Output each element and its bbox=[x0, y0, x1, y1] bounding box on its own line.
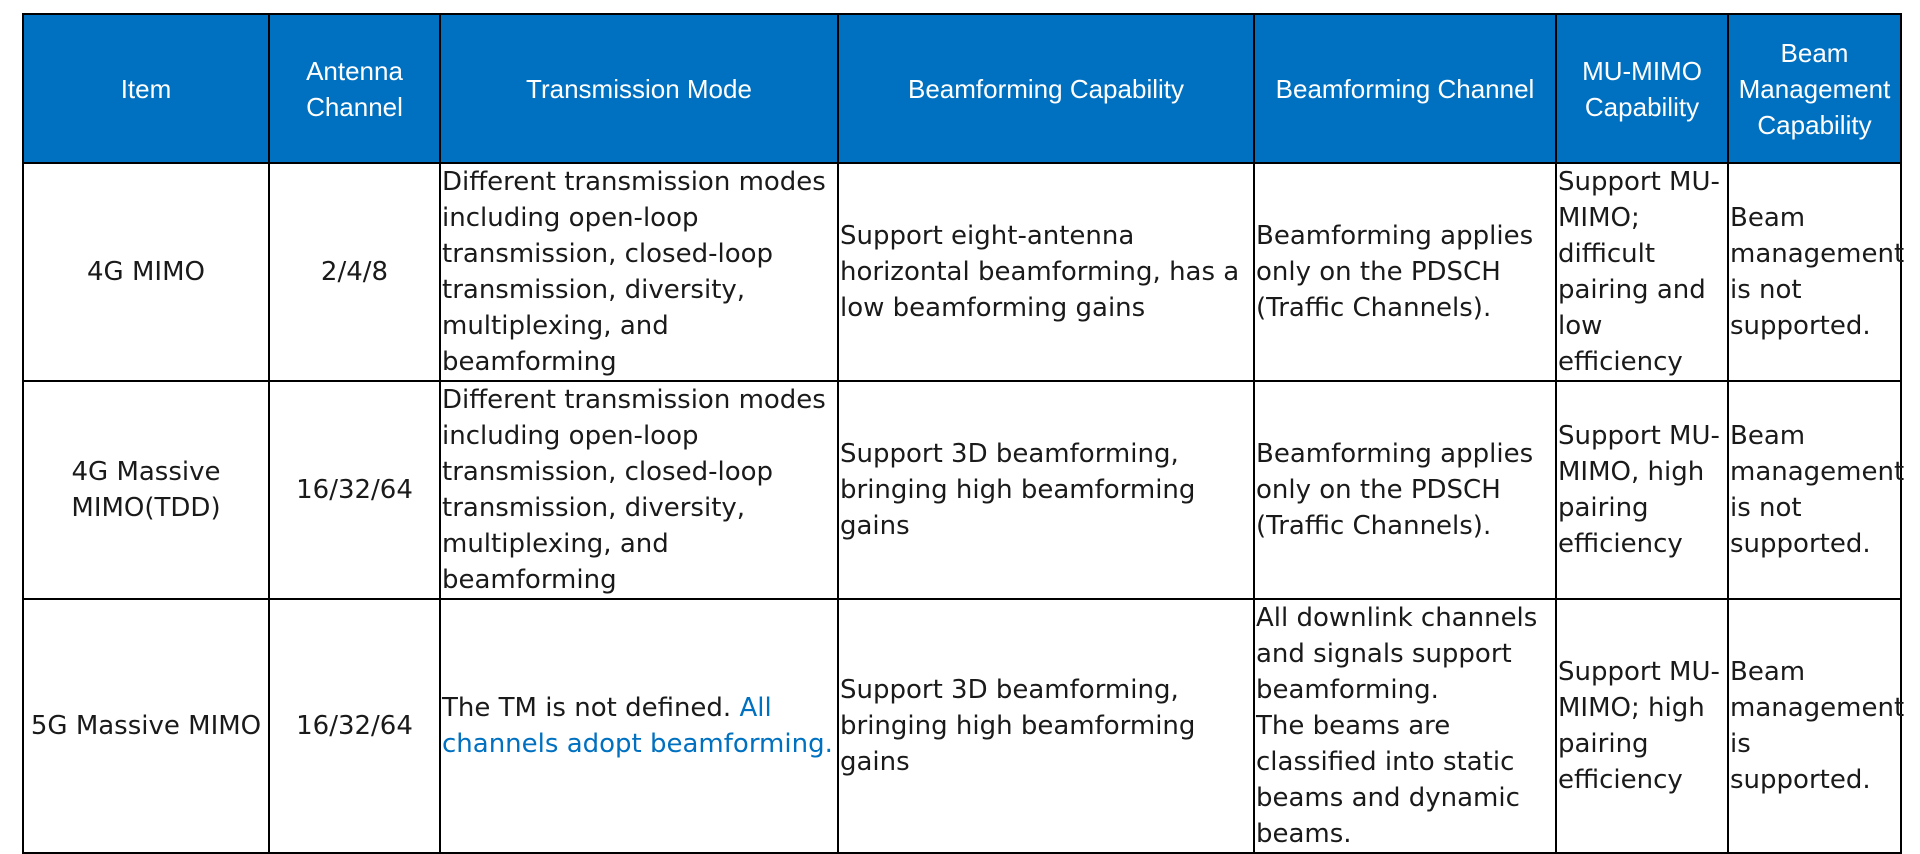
table-row bbox=[23, 599, 1901, 853]
header-beam-management: Beam Management Capability bbox=[1728, 14, 1901, 163]
table-row bbox=[23, 381, 1901, 599]
table-row bbox=[23, 163, 1901, 381]
beamforming-channel-line-2: The beams are classified into static beams and dynamic beams. bbox=[1256, 711, 1520, 849]
cell-beam-management: Beam management is not supported. bbox=[1728, 381, 1901, 599]
cell-transmission-mode: Different transmission modes including open-loop transmission, closed-loop transmission, diversity, multiplexing, and beamforming bbox=[440, 163, 838, 381]
cell-beam-management: Beam management is not supported. bbox=[1728, 163, 1901, 381]
cell-beamforming-channel: Beamforming applies only on the PDSCH (Traffic Channels). bbox=[1254, 163, 1556, 381]
comparison-table bbox=[22, 13, 1905, 854]
cell-beamforming-capability: Support 3D beamforming, bringing high beamforming gains bbox=[838, 381, 1254, 599]
header-row bbox=[23, 14, 1901, 163]
cell-transmission-mode: Different transmission modes including open-loop transmission, closed-loop transmission, diversity, multiplexing, and beamforming bbox=[440, 381, 838, 599]
cell-antenna-channel: 2/4/8 bbox=[269, 163, 440, 381]
cell-item: 4G MIMO bbox=[23, 163, 269, 381]
header-item: Item bbox=[23, 14, 269, 163]
transmission-mode-highlight-text: All channels adopt beamforming. bbox=[442, 693, 833, 759]
cell-mu-mimo-capability: Support MU-MIMO; difficult pairing and low efficiency bbox=[1556, 163, 1728, 381]
transmission-mode-plain-text: The TM is not defined. bbox=[442, 693, 740, 723]
cell-item: 5G Massive MIMO bbox=[23, 599, 269, 853]
header-transmission-mode: Transmission Mode bbox=[440, 14, 838, 163]
header-beamforming-channel: Beamforming Channel bbox=[1254, 14, 1556, 163]
cell-beamforming-channel bbox=[1254, 599, 1556, 853]
cell-beamforming-capability: Support eight-antenna horizontal beamforming, has a low beamforming gains bbox=[838, 163, 1254, 381]
beamforming-channel-line-1: All downlink channels and signals support beamforming. bbox=[1256, 603, 1538, 705]
cell-beamforming-capability: Support 3D beamforming, bringing high beamforming gains bbox=[838, 599, 1254, 853]
cell-item: 4G Massive MIMO(TDD) bbox=[23, 381, 269, 599]
cell-antenna-channel: 16/32/64 bbox=[269, 381, 440, 599]
header-mu-mimo-capability: MU-MIMO Capability bbox=[1556, 14, 1728, 163]
header-beamforming-capability: Beamforming Capability bbox=[838, 14, 1254, 163]
cell-antenna-channel: 16/32/64 bbox=[269, 599, 440, 853]
cell-mu-mimo-capability: Support MU-MIMO; high pairing efficiency bbox=[1556, 599, 1728, 853]
cell-mu-mimo-capability: Support MU-MIMO, high pairing efficiency bbox=[1556, 381, 1728, 599]
cell-beam-management: Beam management is supported. bbox=[1728, 599, 1901, 853]
cell-transmission-mode bbox=[440, 599, 838, 853]
header-antenna-channel: Antenna Channel bbox=[269, 14, 440, 163]
cell-beamforming-channel: Beamforming applies only on the PDSCH (Traffic Channels). bbox=[1254, 381, 1556, 599]
